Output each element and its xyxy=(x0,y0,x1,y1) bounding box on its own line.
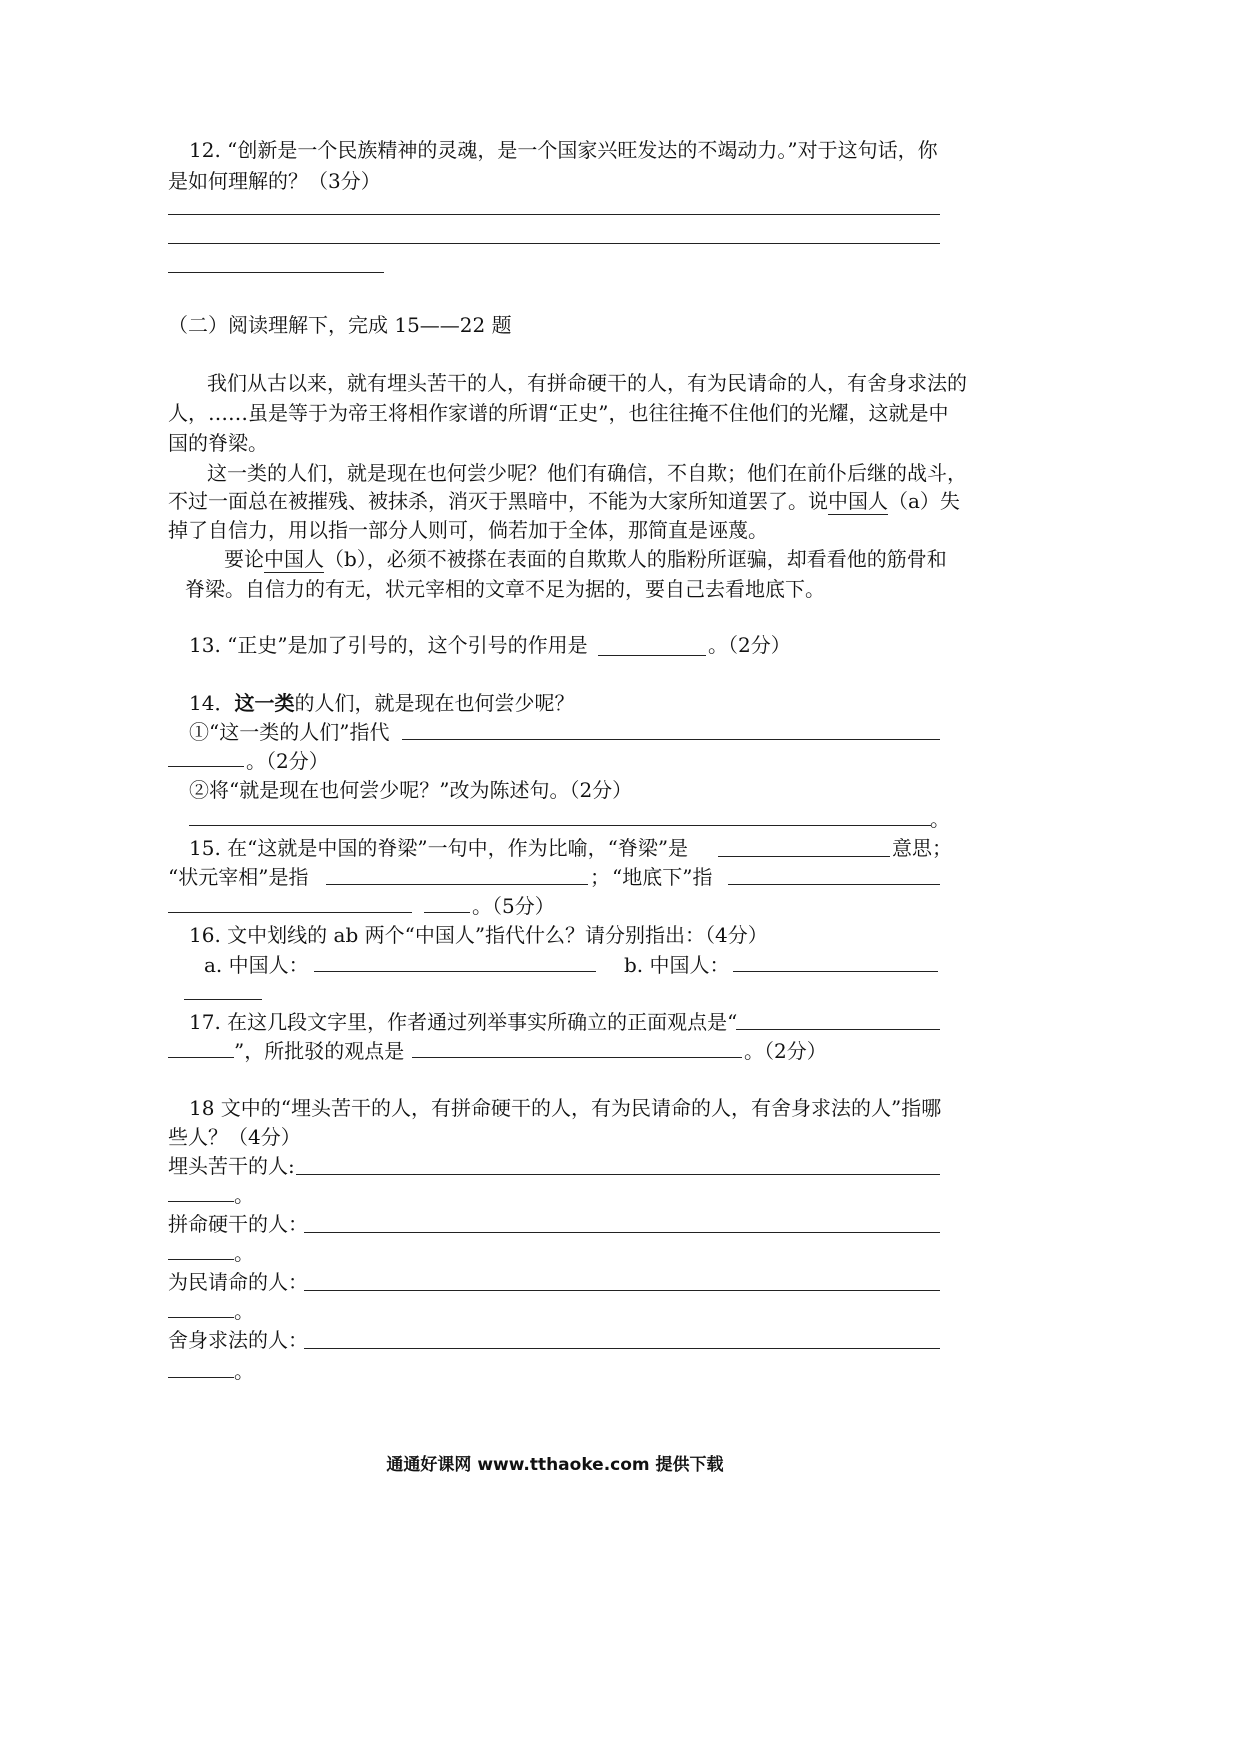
q13-score: 。（2分） xyxy=(708,633,791,657)
q13-text: 13. “正史”是加了引号的，这个引号的作用是 xyxy=(189,633,588,657)
q15-answer-line[interactable] xyxy=(326,884,588,885)
q15-answer-line[interactable] xyxy=(718,856,890,857)
q18-answer-line[interactable] xyxy=(168,1377,234,1378)
q12-answer-line[interactable] xyxy=(168,214,940,215)
q14-text-rest: 的人们，就是现在也何尝少呢？ xyxy=(294,691,575,715)
q18-answer-line[interactable] xyxy=(304,1232,940,1233)
passage-text: （b），必须不被搽在表面的自欺欺人的脂粉所诓骗，却看看他的筋骨和 xyxy=(324,547,947,571)
q16-a-label: a. 中国人： xyxy=(204,953,309,977)
q14-sub2-answer-line[interactable] xyxy=(189,825,931,826)
q15-text: ； xyxy=(590,865,610,889)
q18-text-line1: 18 文中的“埋头苦干的人，有拼命硬干的人，有为民请命的人，有舍身求法的人”指哪 xyxy=(189,1096,942,1120)
passage-line xyxy=(224,546,947,572)
passage-line: 这一类的人们，就是现在也何尝少呢？他们有确信，不自欺；他们在前仆后继的战斗， xyxy=(207,461,967,485)
q14-sub2: ②将“就是现在也何尝少呢？”改为陈述句。（2分） xyxy=(189,778,633,802)
q14-sub2-end: 。 xyxy=(930,807,950,831)
q16-text: 16. 文中划线的 ab 两个“中国人”指代什么？请分别指出：（4分） xyxy=(189,923,768,947)
q14-number: 14． xyxy=(189,691,235,715)
q16-b-label: b. 中国人： xyxy=(624,953,730,977)
q12-answer-line[interactable] xyxy=(168,272,384,273)
q15-text: “状元宰相”是指 xyxy=(168,865,309,889)
q16-b-answer-line[interactable] xyxy=(184,999,262,1000)
passage-line: 我们从古以来，就有埋头苦干的人，有拼命硬干的人，有为民请命的人，有舍身求法的 xyxy=(207,371,967,395)
q15-score: 。（5分） xyxy=(472,894,555,918)
q14-bold-term: 这一类 xyxy=(234,691,295,715)
q15-text-line1: 15. 在“这就是中国的脊梁”一句中，作为比喻，“脊梁”是 xyxy=(189,836,689,860)
q14-text xyxy=(189,690,574,716)
q18-item-label: 埋头苦干的人: xyxy=(168,1154,295,1178)
q18-end: 。 xyxy=(234,1183,254,1207)
q17-score: 。（2分） xyxy=(744,1039,827,1063)
q18-item-label: 舍身求法的人： xyxy=(168,1328,308,1352)
q15-answer-line[interactable] xyxy=(728,884,940,885)
q12-text-line1: 12. “创新是一个民族精神的灵魂，是一个国家兴旺发达的不竭动力。”对于这句话，你 xyxy=(189,138,938,162)
q18-answer-line[interactable] xyxy=(304,1290,940,1291)
q15-text: 意思； xyxy=(892,836,952,860)
q17-text-line1: 17. 在这几段文字里，作者通过列举事实所确立的正面观点是“ xyxy=(189,1010,738,1034)
passage-line: 人，……虽是等于为帝王将相作家谱的所谓“正史”，也往往掩不住他们的光耀，这就是中 xyxy=(168,401,949,425)
q17-answer-line[interactable] xyxy=(412,1057,742,1058)
passage-line xyxy=(168,488,960,514)
q17-answer-line[interactable] xyxy=(736,1029,940,1030)
section-title: （二）阅读理解下，完成 15——22 题 xyxy=(168,313,512,337)
q18-answer-line[interactable] xyxy=(168,1317,234,1318)
q18-end: 。 xyxy=(234,1241,254,1265)
q12-answer-line[interactable] xyxy=(168,243,940,244)
passage-line: 掉了自信力，用以指一部分人则可，倘若加于全体，那简直是诬蔑。 xyxy=(168,518,768,542)
q14-sub1: ①“这一类的人们”指代 xyxy=(189,720,390,744)
q14-sub1-answer-line[interactable] xyxy=(402,739,940,740)
passage-text: 不过一面总在被摧残、被抹杀，消灭于黑暗中，不能为大家所知道罢了。说 xyxy=(168,489,828,513)
q18-item-label: 拼命硬干的人： xyxy=(168,1212,308,1236)
q18-answer-line[interactable] xyxy=(168,1201,234,1202)
underlined-term-b: 中国人 xyxy=(264,547,324,571)
q12-text-line2: 是如何理解的？（3分） xyxy=(168,169,381,193)
q18-answer-line[interactable] xyxy=(168,1259,234,1260)
q16-b-answer-line[interactable] xyxy=(733,971,938,972)
q18-answer-line[interactable] xyxy=(304,1348,940,1349)
q17-answer-line[interactable] xyxy=(168,1057,234,1058)
q14-sub1-score: 。（2分） xyxy=(246,749,329,773)
q13-answer-line[interactable] xyxy=(598,655,706,656)
q15-text: “地底下”指 xyxy=(612,865,713,889)
q15-answer-line[interactable] xyxy=(424,912,470,913)
q15-answer-line[interactable] xyxy=(168,912,412,913)
underlined-term-a: 中国人 xyxy=(828,489,888,513)
q17-text: ”，所批驳的观点是 xyxy=(234,1039,405,1063)
passage-line: 国的脊梁。 xyxy=(168,431,268,455)
q18-answer-line[interactable] xyxy=(296,1174,940,1175)
q18-text-line2: 些人？（4分） xyxy=(168,1125,301,1149)
passage-line: 脊梁。自信力的有无，状元宰相的文章不足为据的，要自己去看地底下。 xyxy=(185,577,825,601)
q16-a-answer-line[interactable] xyxy=(314,971,596,972)
q14-sub1-answer-line[interactable] xyxy=(168,766,244,767)
passage-text: 要论 xyxy=(224,547,264,571)
q18-item-label: 为民请命的人： xyxy=(168,1270,308,1294)
page-footer: 通通好课网 www.tthaoke.com 提供下载 xyxy=(386,1455,724,1475)
passage-text: （a）失 xyxy=(888,489,960,513)
q18-end: 。 xyxy=(234,1299,254,1323)
q18-end: 。 xyxy=(234,1359,254,1383)
